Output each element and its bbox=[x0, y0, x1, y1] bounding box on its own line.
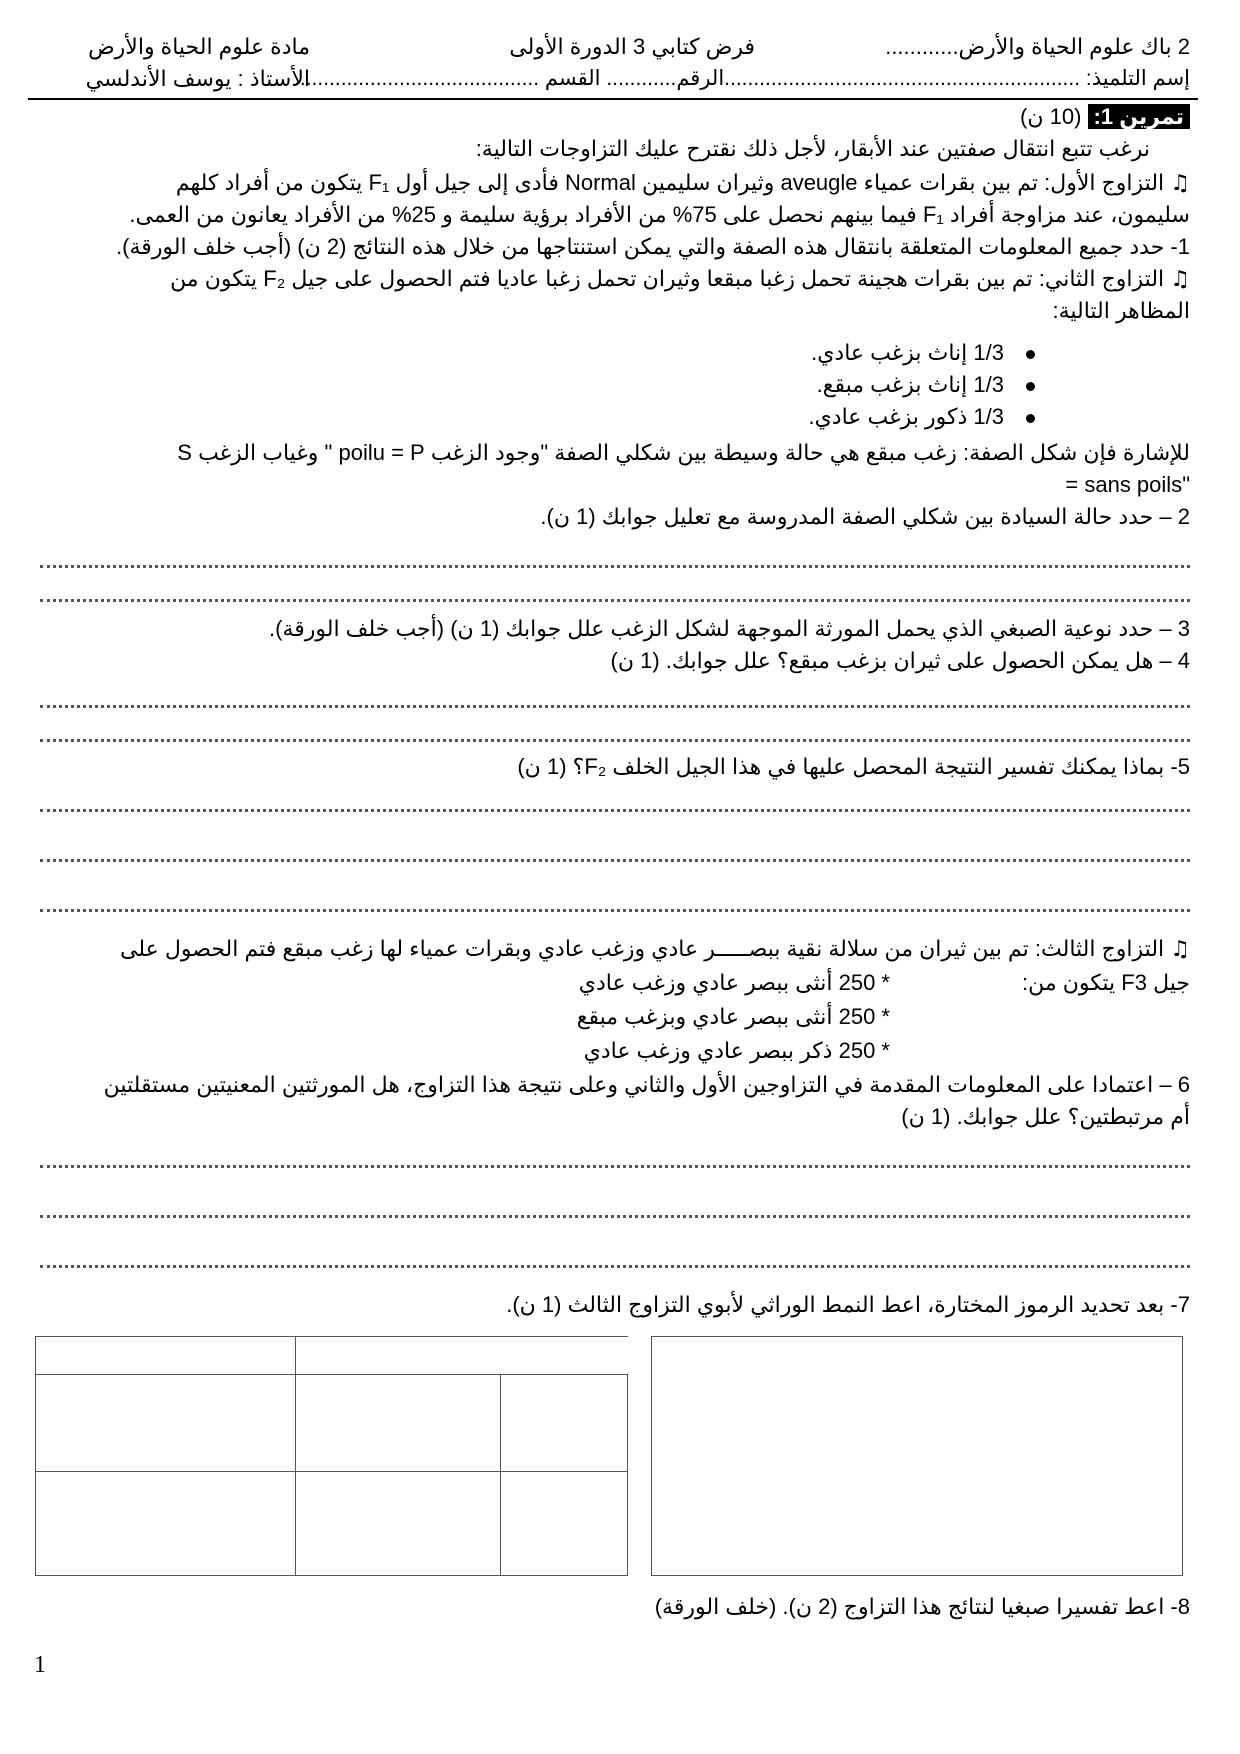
bullet-icon bbox=[1026, 382, 1035, 391]
grid-line bbox=[35, 1374, 628, 1375]
music-note-icon: ♫ bbox=[1170, 171, 1190, 196]
cross3-result: * 250 أنثى ببصر عادي وزغب عادي bbox=[578, 970, 890, 995]
answer-box[interactable] bbox=[651, 1336, 1183, 1576]
answer-line[interactable] bbox=[40, 705, 1190, 712]
question-6-line1: 6 – اعتمادا على المعلومات المقدمة في التزاوجين الأول والثاني وعلى نتيجة هذا التزاوج، هل المورثتين المعنيتين مستقلتين bbox=[103, 1072, 1190, 1097]
answer-line[interactable] bbox=[40, 565, 1190, 572]
cross2-line1: ♫ التزاوج الثاني: تم بين بقرات هجينة تحمل زغبا مبقعا وثيران تحمل زغبا عاديا فتم الحصول على جيل F₂ يتكون من bbox=[170, 266, 1190, 292]
header-level: 2 باك علوم الحياة والأرض............ bbox=[885, 34, 1190, 59]
question-2: 2 – حدد حالة السيادة بين شكلي الصفة المدروسة مع تعليل جوابك (1 ن). bbox=[540, 504, 1190, 529]
question-4: 4 – هل يمكن الحصول على ثيران بزغب مبقع؟ علل جوابك. (1 ن) bbox=[610, 648, 1190, 673]
note-line1: للإشارة فإن شكل الصفة: زغب مبقع هي حالة وسيطة بين شكلي الصفة "وجود الزغب poilu = P " وغياب الزغب S bbox=[177, 440, 1190, 465]
question-3: 3 – حدد نوعية الصبغي الذي يحمل المورثة الموجهة لشكل الزغب علل جوابك (1 ن) (أجب خلف الورقة). bbox=[269, 616, 1190, 641]
grid-line bbox=[500, 1374, 501, 1575]
music-note-icon: ♫ bbox=[1170, 267, 1190, 292]
cross3-line1: ♫ التزاوج الثالث: تم بين ثيران من سلالة نقية ببصـــــر عادي وزغب عادي وبقرات عمياء لها زغب مبقع فتم الحصول على bbox=[120, 936, 1190, 962]
answer-line[interactable] bbox=[40, 1265, 1190, 1272]
answer-line[interactable] bbox=[40, 599, 1190, 606]
cross1-line2: سليمون، عند مزاوجة أفراد F₁ فيما بينهم نحصل على 75% من الأفراد برؤية سليمة و 25% من الأفراد يعانون من العمى. bbox=[129, 202, 1190, 227]
exercise-title: تمرين 1: bbox=[1088, 104, 1190, 129]
question-5: 5- بماذا يمكنك تفسير النتيجة المحصل عليها في هذا الجيل الخلف F₂؟ (1 ن) bbox=[517, 754, 1190, 779]
exercise-intro: نرغب تتبع انتقال صفتين عند الأبقار، لأجل ذلك نقترح عليك التزاوجات التالية: bbox=[475, 136, 1150, 161]
grid-line bbox=[295, 1336, 296, 1575]
answer-line[interactable] bbox=[40, 1165, 1190, 1172]
list-item: 1/3 إناث بزغب عادي. bbox=[811, 340, 1035, 366]
question-1: 1- حدد جميع المعلومات المتعلقة بانتقال هذه الصفة والتي يمكن استنتاجها من خلال هذه النتائج (2 ن) (أجب خلف الورقة). bbox=[116, 234, 1190, 259]
exercise-points: (10 ن) bbox=[1020, 104, 1082, 129]
question-7: 7- بعد تحديد الرموز المختارة، اعط النمط الوراثي لأبوي التزاوج الثالث (1 ن). bbox=[506, 1292, 1190, 1317]
genotype-grid[interactable] bbox=[35, 1336, 628, 1576]
page-number: 1 bbox=[34, 1652, 46, 1678]
header-student-line: إسم التلميذ: .............................................................الرقم............ القسم .......................................... bbox=[294, 67, 1190, 90]
answer-line[interactable] bbox=[40, 739, 1190, 746]
exercise-heading bbox=[1020, 104, 1190, 130]
music-note-icon: ♫ bbox=[1170, 937, 1190, 962]
header-teacher: الأستاذ : يوسف الأندلسي bbox=[85, 66, 310, 91]
header-divider bbox=[28, 98, 1198, 100]
header-exam-title: فرض كتابي 3 الدورة الأولى bbox=[509, 34, 755, 59]
cross2-line2: المظاهر التالية: bbox=[1052, 298, 1190, 323]
question-6-line2: أم مرتبطتين؟ علل جوابك. (1 ن) bbox=[901, 1104, 1190, 1129]
bullet-icon bbox=[1026, 414, 1035, 423]
list-item: 1/3 ذكور بزغب عادي. bbox=[808, 404, 1035, 430]
cross3-result: * 250 أنثى ببصر عادي وبزغب مبقع bbox=[576, 1004, 890, 1029]
grid-line bbox=[35, 1471, 628, 1472]
answer-line[interactable] bbox=[40, 1215, 1190, 1222]
note-line2: "sans poils = bbox=[1065, 472, 1190, 497]
bullet-icon bbox=[1026, 350, 1035, 359]
answer-line[interactable] bbox=[40, 909, 1190, 916]
question-8: 8- اعط تفسيرا صبغيا لنتائج هذا التزاوج (2 ن). (خلف الورقة) bbox=[654, 1594, 1190, 1619]
cross1-line1: ♫ التزاوج الأول: تم بين بقرات عمياء aveugle وثيران سليمين Normal فأدى إلى جيل أول F₁ يتكون من أفراد كلهم bbox=[175, 170, 1190, 196]
cross3-result: * 250 ذكر ببصر عادي وزغب عادي bbox=[583, 1038, 890, 1063]
header-subject: مادة علوم الحياة والأرض bbox=[88, 34, 310, 59]
grid-line bbox=[627, 1374, 628, 1575]
cross3-prefix: جيل F3 يتكون من: bbox=[1021, 970, 1190, 995]
answer-line[interactable] bbox=[40, 859, 1190, 866]
list-item: 1/3 إناث بزغب مبقع. bbox=[817, 372, 1035, 398]
answer-line[interactable] bbox=[40, 809, 1190, 816]
